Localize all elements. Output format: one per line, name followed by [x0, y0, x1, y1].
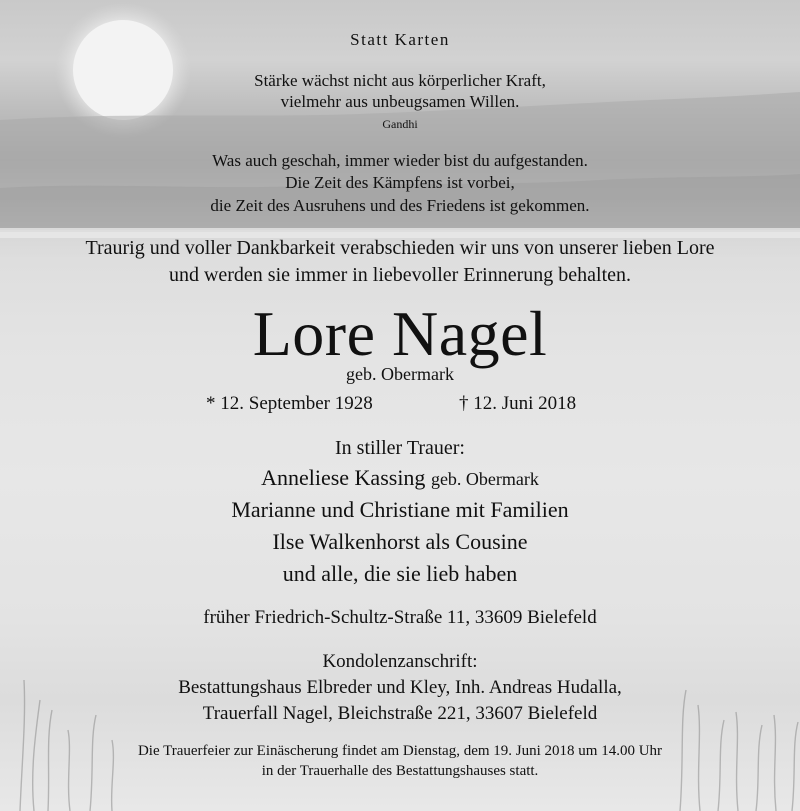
statt-karten-heading: Statt Karten [350, 30, 450, 49]
mourner-line2: Marianne und Christiane mit Familien [231, 497, 569, 522]
birth-date: * 12. September 1928 [206, 393, 373, 414]
quote1-line2: vielmehr aus unbeugsamen Willen. [280, 92, 520, 111]
footer-line2: in der Trauerhalle des Bestattungshauses statt. [261, 763, 539, 779]
condolence-heading: Kondolenzanschrift: [322, 651, 478, 672]
quote2-line1: Was auch geschah, immer wieder bist du aufgestanden. [212, 151, 588, 170]
intro-line1: Traurig und voller Dankbarkeit verabschieden wir uns von unserer lieben Lore [85, 237, 715, 259]
mourner-line1-maiden: geb. Obermark [430, 469, 539, 489]
mourner-line3: Ilse Walkenhorst als Cousine [272, 529, 528, 554]
condolence-line1: Bestattungshaus Elbreder und Kley, Inh. Andreas Hudalla, [178, 677, 622, 698]
quote2-line2: Die Zeit des Kämpfens ist vorbei, [285, 173, 515, 192]
quote1-line1: Stärke wächst nicht aus körperlicher Kraft, [254, 71, 546, 90]
quote2-line3: die Zeit des Ausruhens und des Friedens ist gekommen. [210, 196, 590, 215]
death-date: † 12. Juni 2018 [459, 393, 577, 414]
deceased-maiden-name: geb. Obermark [346, 364, 454, 384]
mourner-line1 [0, 462, 800, 495]
deceased-name: Lore Nagel [252, 298, 548, 369]
intro-line2: und werden sie immer in liebevoller Erinnerung behalten. [168, 264, 632, 286]
mourners-heading: In stiller Trauer: [335, 437, 465, 459]
quote1-author: Gandhi [382, 117, 418, 131]
footer-line1: Die Trauerfeier zur Einäscherung findet am Dienstag, dem 19. Juni 2018 um 14.00 Uhr [137, 743, 663, 759]
mourner-line1-name: Anneliese Kassing [261, 465, 426, 490]
mourner-line4: und alle, die sie lieb haben [282, 561, 518, 586]
condolence-line2: Trauerfall Nagel, Bleichstraße 221, 33607 Bielefeld [202, 703, 598, 724]
former-address: früher Friedrich-Schultz-Straße 11, 33609 Bielefeld [203, 607, 597, 628]
